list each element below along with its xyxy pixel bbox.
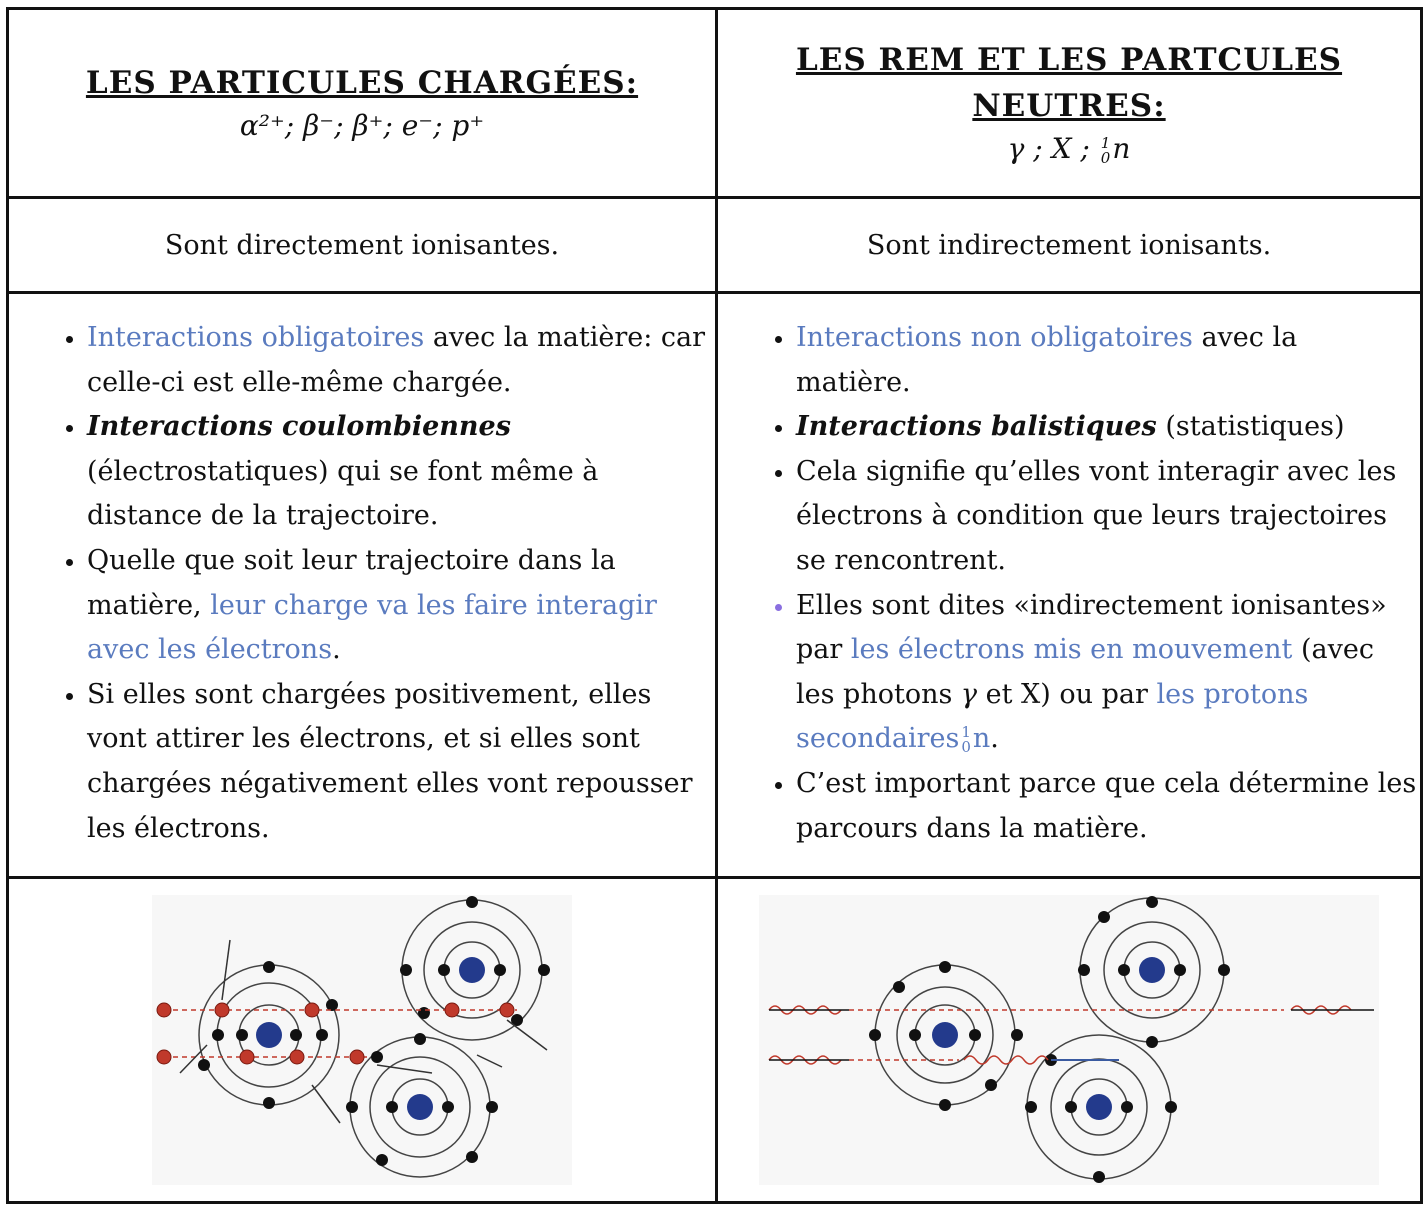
nucleus-c — [1086, 1094, 1112, 1120]
charged-particles-diagram — [152, 895, 572, 1185]
list-item — [87, 673, 715, 851]
left-b2-text: (électrostatiques) qui se font même à distance de la trajectoire. — [87, 455, 599, 532]
left-b2-bold: Interactions coulombiennes — [87, 411, 511, 443]
right-b4-n: n — [972, 723, 991, 755]
right-b1-text: avec la matière. — [796, 322, 1298, 398]
right-formula-n: n — [1112, 132, 1131, 165]
right-b4-mid: (avec les photons — [796, 634, 1374, 710]
neutral-radiation-diagram — [759, 895, 1379, 1185]
right-formula-sup: 1 — [1100, 133, 1111, 152]
list-item — [796, 450, 1420, 584]
list-item — [796, 316, 1420, 405]
right-b4-text: Elles sont dites «indirectement ionisantes» par — [796, 589, 1387, 666]
left-bullets-cell — [8, 293, 717, 878]
nucleus-2 — [459, 957, 485, 983]
left-header-cell — [8, 9, 717, 198]
right-b4-sup: 1 — [961, 722, 971, 741]
right-header-cell — [717, 9, 1422, 198]
list-item — [87, 316, 715, 405]
right-b4-end: . — [990, 723, 999, 755]
right-formula-start: γ ; X ; — [1007, 132, 1099, 165]
left-b3-text: Quelle que soit leur trajectoire dans la matière, — [87, 544, 616, 621]
left-b1-text: avec la matière: car celle-ci est elle-même chargée. — [87, 322, 706, 398]
list-item — [87, 405, 715, 539]
right-b2-text: (statistiques) — [1156, 411, 1345, 443]
right-b4-fraction — [961, 722, 971, 756]
nucleus-1 — [256, 1022, 282, 1048]
nucleus-3 — [407, 1094, 433, 1120]
right-b4-highlight-1: les électrons mis en mouvement — [850, 634, 1293, 666]
left-title: LES PARTICULES CHARGÉES: — [85, 65, 639, 101]
right-formula-fraction — [1100, 133, 1111, 167]
left-subtitle: Sont directement ionisantes. — [8, 198, 717, 293]
left-b4-text: Si elles sont chargées positivement, elles vont attirer les électrons, et si elles sont chargées négativement elles vont repousser les électrons. — [87, 678, 693, 844]
left-b3-highlight: leur charge va les faire interagir avec les électrons — [87, 589, 657, 666]
left-b3-end: . — [332, 634, 341, 666]
right-title: LES REM ET LES PARTCULES NEUTRES: — [795, 42, 1343, 124]
left-b1-highlight: Interactions obligatoires — [87, 322, 425, 353]
left-bullet-list — [9, 316, 715, 851]
right-b4-highlight-2: les protons secondaires — [796, 678, 1309, 755]
list-item — [87, 539, 715, 673]
right-b5-text: C’est important parce que cela détermine les parcours dans la matière. — [796, 767, 1417, 844]
nucleus-a — [932, 1022, 958, 1048]
list-item — [796, 762, 1420, 851]
right-bullets-cell — [717, 293, 1422, 878]
right-subtitle: Sont indirectement ionisants. — [717, 198, 1422, 293]
nucleus-b — [1139, 957, 1165, 983]
comparison-table — [6, 7, 1423, 1204]
right-b4-gamma: γ — [960, 678, 978, 710]
right-b1-highlight: Interactions non obligatoires — [796, 322, 1193, 353]
right-diagram-cell — [717, 878, 1422, 1203]
right-bullet-list — [718, 316, 1420, 851]
left-formula: α²⁺; β⁻; β⁺; e⁻; p⁺ — [239, 109, 485, 142]
right-b2-bold: Interactions balistiques — [796, 411, 1157, 443]
right-formula-sub: 0 — [1100, 148, 1111, 167]
list-item — [796, 584, 1420, 762]
right-formula — [718, 129, 1420, 169]
right-b4-mid2: et X) ou par — [977, 678, 1157, 710]
left-diagram-cell — [8, 878, 717, 1203]
list-item — [796, 405, 1420, 450]
right-b4-sub: 0 — [961, 737, 971, 756]
right-b3-text: Cela signifie qu’elles vont interagir avec les électrons à condition que leurs trajectoires se rencontrent. — [796, 455, 1397, 576]
